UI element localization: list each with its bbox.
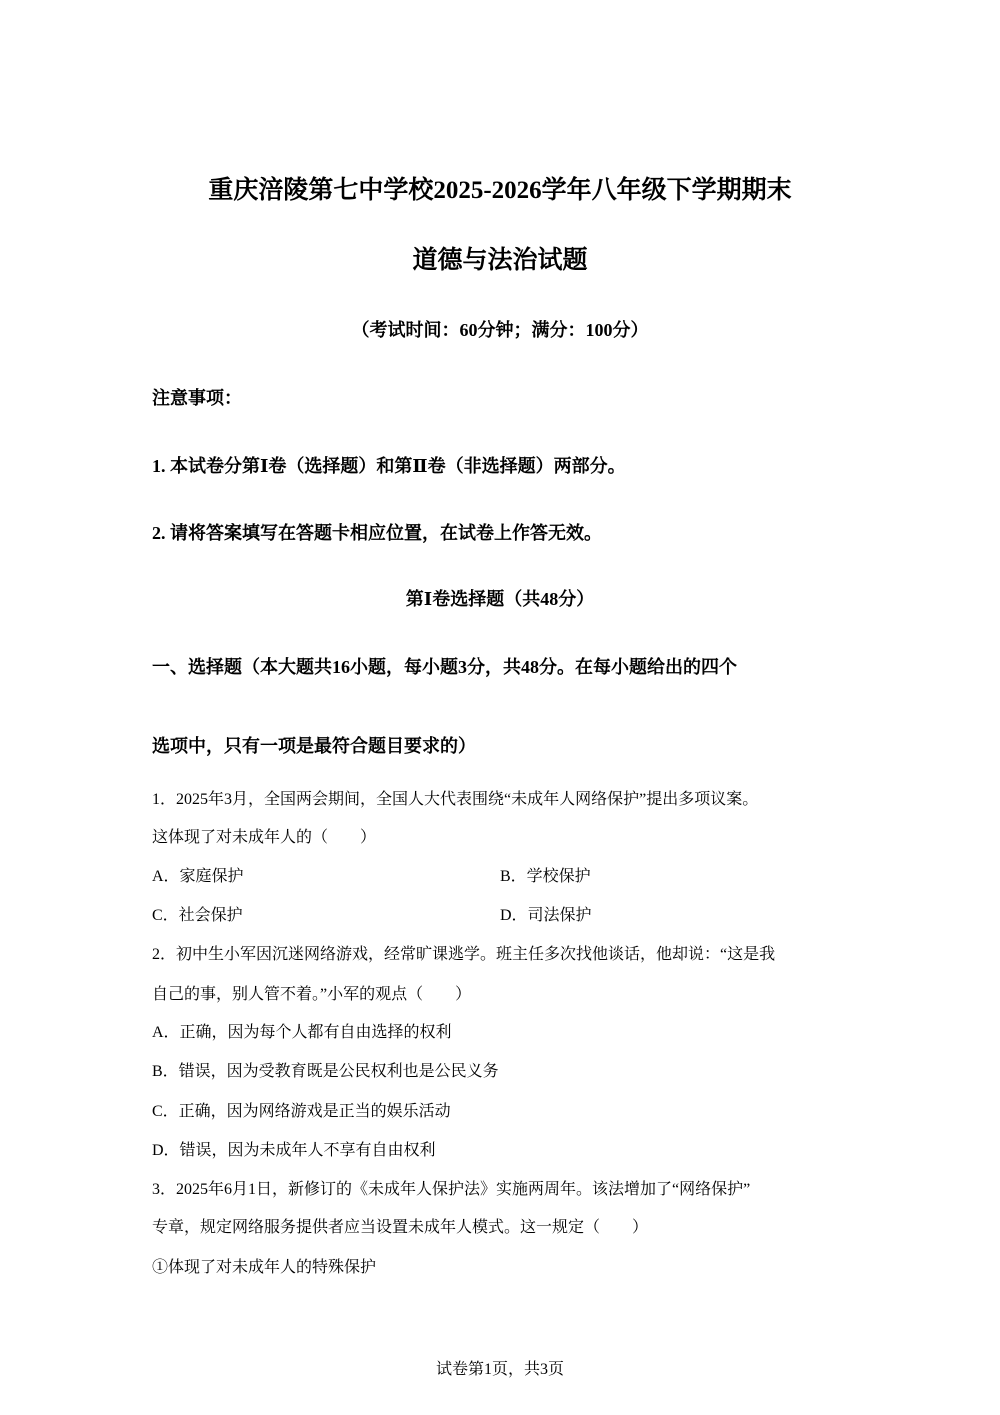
exam-info: （考试时间：60分钟；满分：100分） xyxy=(351,320,649,340)
question-stem-cont: 自己的事，别人管不着。”小军的观点（ ） xyxy=(152,986,472,1003)
option-b: B．错误，因为受教育既是公民权利也是公民义务 xyxy=(152,1063,499,1080)
notice-item: 1. 本试卷分第Ⅰ卷（选择题）和第Ⅱ卷（非选择题）两部分。 xyxy=(152,456,626,476)
option-a: A．家庭保护 xyxy=(152,868,244,885)
option-a: A．正确，因为每个人都有自由选择的权利 xyxy=(152,1024,452,1041)
question-stem: 1．2025年3月，全国两会期间，全国人大代表围绕“未成年人网络保护”提出多项议案。 xyxy=(152,791,759,808)
option-1: ①体现了对未成年人的特殊保护 xyxy=(152,1259,377,1276)
option-d: D．司法保护 xyxy=(500,907,592,924)
question-stem-cont: 专章，规定网络服务提供者应当设置未成年人模式。这一规定（ ） xyxy=(152,1219,649,1236)
part1-heading: 第Ⅰ卷选择题（共48分） xyxy=(405,589,595,609)
notice-heading: 注意事项： xyxy=(152,388,242,408)
question-stem: 3．2025年6月1日，新修订的《未成年人保护法》实施两周年。该法增加了“网络保护” xyxy=(152,1181,751,1198)
option-d: D．错误，因为未成年人不享有自由权利 xyxy=(152,1142,436,1159)
notice-item: 2. 请将答案填写在答题卡相应位置，在试卷上作答无效。 xyxy=(152,523,602,543)
part1-instructions: 一、选择题（本大题共16小题，每小题3分，共48分。在每小题给出的四个 xyxy=(152,657,737,677)
part1-instructions-cont: 选项中，只有一项是最符合题目要求的） xyxy=(152,736,476,756)
option-c: C．正确，因为网络游戏是正当的娱乐活动 xyxy=(152,1103,451,1120)
question-stem: 2．初中生小军因沉迷网络游戏，经常旷课逃学。班主任多次找他谈话，他却说：“这是我 xyxy=(152,946,776,963)
question-stem-cont: 这体现了对未成年人的（ ） xyxy=(152,829,377,846)
exam-subtitle: 道德与法治试题 xyxy=(412,247,588,274)
exam-title: 重庆涪陵第七中学校2025-2026学年八年级下学期期末 xyxy=(208,177,792,204)
page-footer: 试卷第1页，共3页 xyxy=(435,1361,564,1378)
option-b: B．学校保护 xyxy=(500,868,591,885)
option-c: C．社会保护 xyxy=(152,907,243,924)
